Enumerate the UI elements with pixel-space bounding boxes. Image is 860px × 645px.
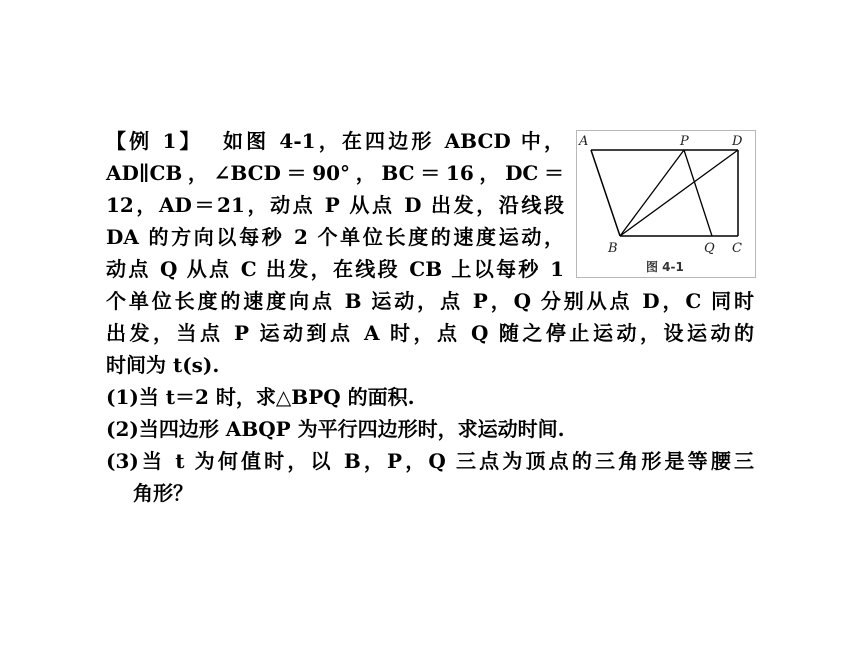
figure-4-1 [576, 130, 756, 278]
question-3-continued: 角形？ [133, 481, 193, 505]
label-Q: Q [704, 241, 715, 256]
segment-BP [620, 150, 684, 236]
problem-line-5: 动点 Q 从点 C 出发，在线段 CB 上以每秒 1 [106, 257, 564, 281]
problem-line-3: 12，AD＝21，动点 P 从点 D 出发，沿线段 [106, 193, 564, 217]
problem-line-7: 出发，当点 P 运动到点 A 时，点 Q 随之停止运动，设运动的 [106, 321, 754, 345]
label-D: D [732, 134, 743, 149]
problem-line-2: AD∥CB，∠BCD＝90°，BC＝16，DC＝ [106, 161, 564, 185]
segment-BA [591, 150, 620, 236]
problem-line-1-text: 如图 4-1，在四边形 ABCD 中， [222, 129, 564, 153]
question-1: (1)当 t＝2 时，求△BPQ 的面积. [106, 385, 415, 409]
label-C: C [732, 241, 742, 256]
problem-line-6: 个单位长度的速度向点 B 运动，点 P，Q 分别从点 D，C 同时 [106, 289, 754, 313]
example-tag: 【例 1】 [106, 129, 203, 153]
problem-line-1 [106, 131, 564, 151]
label-A: A [579, 134, 589, 149]
quadrilateral-diagram [576, 130, 756, 278]
question-3: (3)当 t 为何值时，以 B，P，Q 三点为顶点的三角形是等腰三 [106, 449, 754, 473]
label-P: P [680, 134, 689, 149]
problem-line-4: DA 的方向以每秒 2 个单位长度的速度运动， [106, 225, 564, 249]
label-B: B [608, 241, 618, 256]
figure-caption: 图 4-1 [646, 260, 684, 274]
problem-line-8: 时间为 t(s). [106, 353, 220, 377]
question-2: (2)当四边形 ABQP 为平行四边形时，求运动时间. [106, 417, 565, 441]
segment-BD [620, 150, 738, 236]
segment-PQ [684, 150, 712, 236]
